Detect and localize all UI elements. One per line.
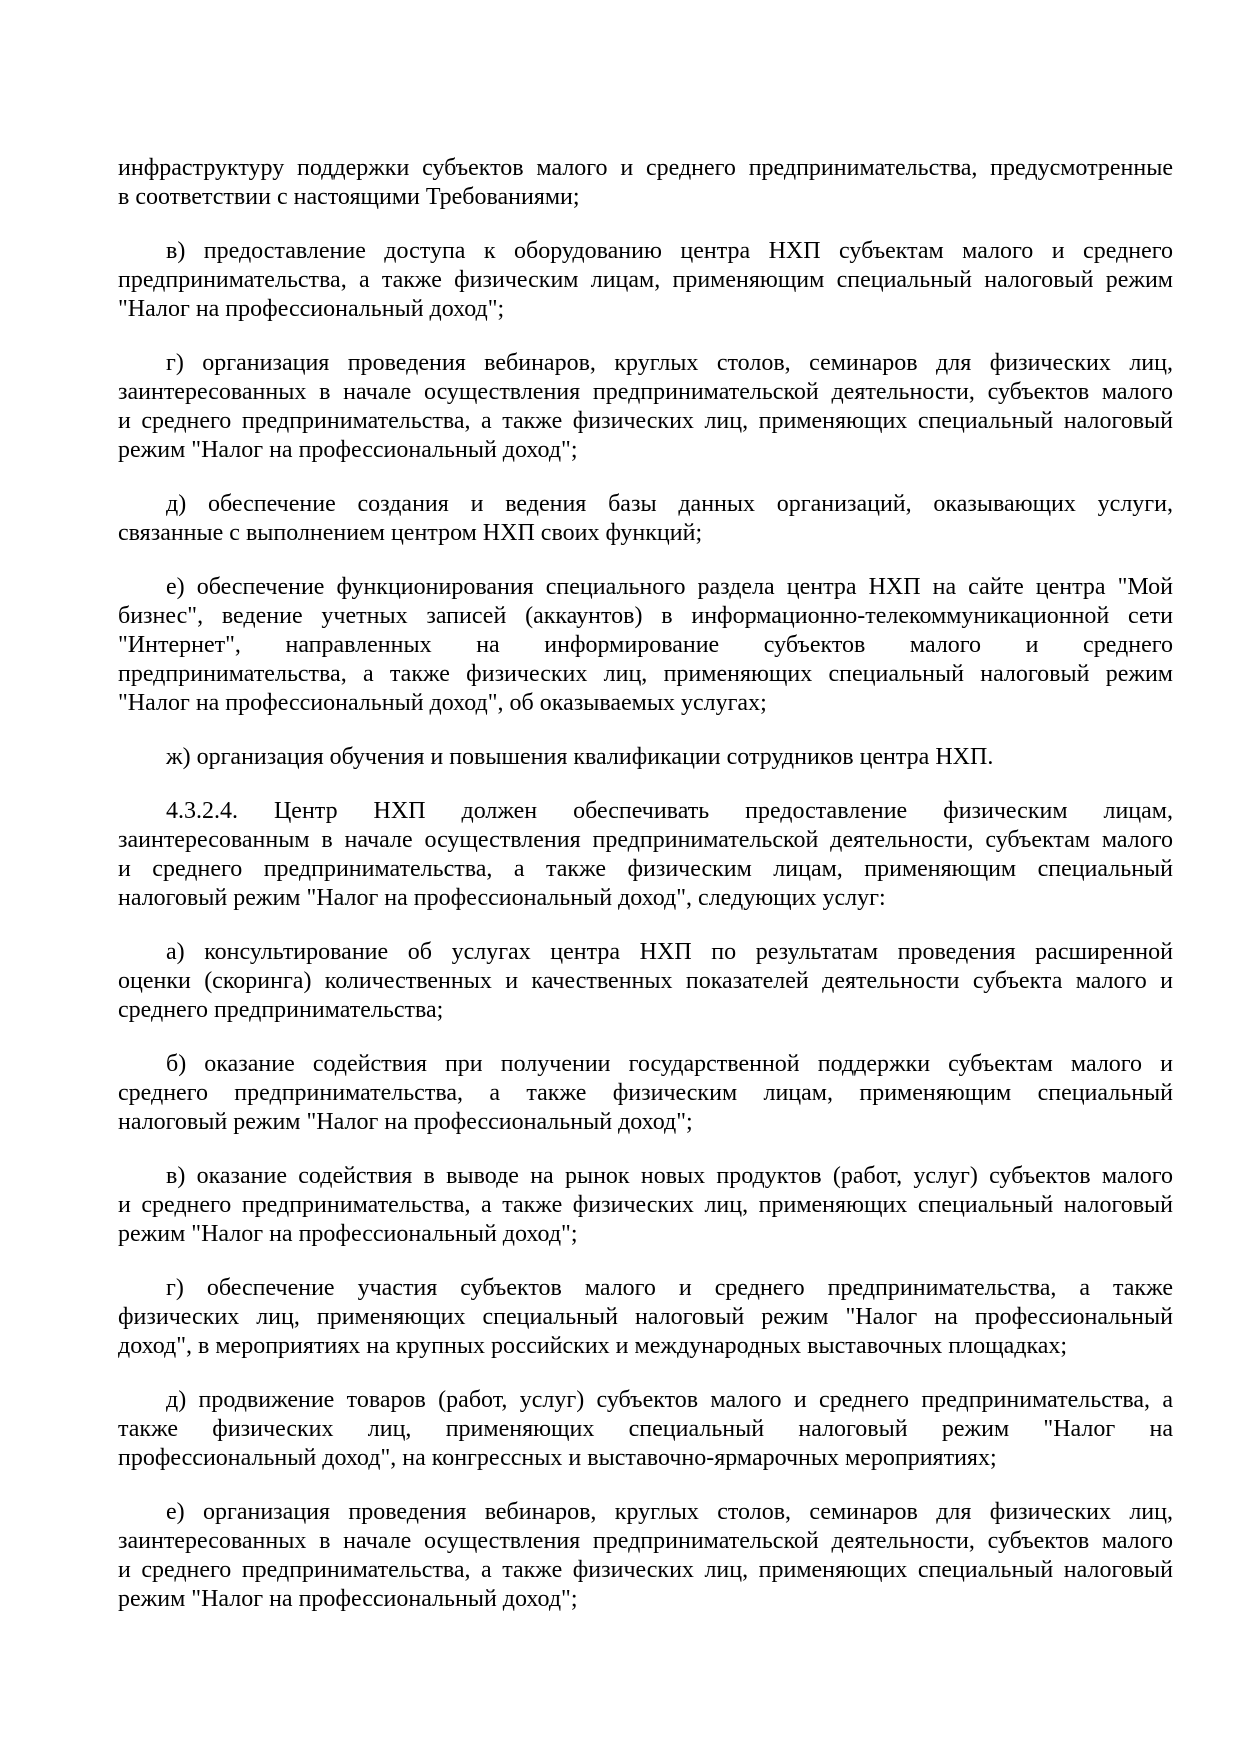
paragraph: [118, 573, 1173, 718]
text-line: налоговый режим "Налог на профессиональный доход";: [118, 1109, 693, 1135]
text-line: связанные с выполнением центром НХП своих функций;: [118, 520, 703, 546]
text-line: предпринимательства, а также физических лиц, применяющих специальный налоговый режим: [118, 661, 1173, 687]
paragraph: [118, 154, 1173, 212]
text-line: профессиональный доход", на конгрессных и выставочно-ярмарочных мероприятиях;: [118, 1445, 997, 1471]
text-line: е) организация проведения вебинаров, круглых столов, семинаров для физических лиц,: [166, 1499, 1173, 1525]
text-line: инфраструктуру поддержки субъектов малого и среднего предпринимательства, предусмотренные: [118, 155, 1173, 181]
text-line: бизнес", ведение учетных записей (аккаунтов) в информационно-телекоммуникационной сети: [118, 603, 1173, 629]
text-line: среднего предпринимательства, а также физическим лицам, применяющим специальный: [118, 1080, 1173, 1106]
text-line: и среднего предпринимательства, а также физическим лицам, применяющим специальный: [118, 856, 1173, 882]
text-line: в соответствии с настоящими Требованиями;: [118, 184, 580, 210]
paragraph: [118, 1386, 1173, 1473]
text-line: а) консультирование об услугах центра НХП по результатам проведения расширенной: [166, 939, 1173, 965]
text-line: и среднего предпринимательства, а также физических лиц, применяющих специальный налоговый: [118, 408, 1173, 434]
document-body: [118, 154, 1173, 1639]
text-line: физических лиц, применяющих специальный налоговый режим "Налог на профессиональный: [118, 1304, 1173, 1330]
text-line: режим "Налог на профессиональный доход";: [118, 1221, 578, 1247]
paragraph: [118, 1050, 1173, 1137]
paragraph: [118, 1162, 1173, 1249]
text-line: "Налог на профессиональный доход", об оказываемых услугах;: [118, 690, 767, 716]
text-line: и среднего предпринимательства, а также физических лиц, применяющих специальный налоговый: [118, 1557, 1173, 1583]
text-line: заинтересованных в начале осуществления предпринимательской деятельности, субъектов малого: [118, 379, 1173, 405]
text-line: д) продвижение товаров (работ, услуг) субъектов малого и среднего предпринимательства, а: [166, 1387, 1173, 1413]
paragraph: [118, 490, 1173, 548]
text-line: доход", в мероприятиях на крупных российских и международных выставочных площадках;: [118, 1333, 1068, 1359]
text-line: е) обеспечение функционирования специального раздела центра НХП на сайте центра "Мой: [166, 574, 1173, 600]
text-line: г) обеспечение участия субъектов малого и среднего предпринимательства, а также: [166, 1275, 1173, 1301]
text-line: режим "Налог на профессиональный доход";: [118, 437, 578, 463]
text-line: заинтересованным в начале осуществления предпринимательской деятельности, субъектам малого: [118, 827, 1173, 853]
text-line: в) оказание содействия в выводе на рынок новых продуктов (работ, услуг) субъектов малого: [166, 1163, 1173, 1189]
text-line: налоговый режим "Налог на профессиональный доход", следующих услуг:: [118, 885, 886, 911]
text-line: ж) организация обучения и повышения квалификации сотрудников центра НХП.: [166, 744, 994, 770]
text-line: в) предоставление доступа к оборудованию центра НХП субъектам малого и среднего: [166, 238, 1173, 264]
text-line: заинтересованных в начале осуществления предпринимательской деятельности, субъектов малого: [118, 1528, 1173, 1554]
text-line: г) организация проведения вебинаров, круглых столов, семинаров для физических лиц,: [166, 350, 1173, 376]
text-line: б) оказание содействия при получении государственной поддержки субъектам малого и: [166, 1051, 1173, 1077]
text-line: и среднего предпринимательства, а также физических лиц, применяющих специальный налоговый: [118, 1192, 1173, 1218]
text-line: также физических лиц, применяющих специальный налоговый режим "Налог на: [118, 1416, 1173, 1442]
paragraph: [118, 1274, 1173, 1361]
paragraph: [118, 1498, 1173, 1614]
text-line: оценки (скоринга) количественных и качественных показателей деятельности субъекта малого и: [118, 968, 1173, 994]
paragraph: [118, 349, 1173, 465]
text-line: "Налог на профессиональный доход";: [118, 296, 505, 322]
text-line: "Интернет", направленных на информирование субъектов малого и среднего: [118, 632, 1173, 658]
text-line: предпринимательства, а также физическим лицам, применяющим специальный налоговый режим: [118, 267, 1173, 293]
text-line: режим "Налог на профессиональный доход";: [118, 1586, 578, 1612]
text-line: д) обеспечение создания и ведения базы данных организаций, оказывающих услуги,: [166, 491, 1173, 517]
paragraph: [118, 237, 1173, 324]
text-line: 4.3.2.4. Центр НХП должен обеспечивать предоставление физическим лицам,: [166, 798, 1173, 824]
text-line: среднего предпринимательства;: [118, 997, 444, 1023]
paragraph: [118, 938, 1173, 1025]
paragraph: [118, 743, 1173, 772]
paragraph: [118, 797, 1173, 913]
